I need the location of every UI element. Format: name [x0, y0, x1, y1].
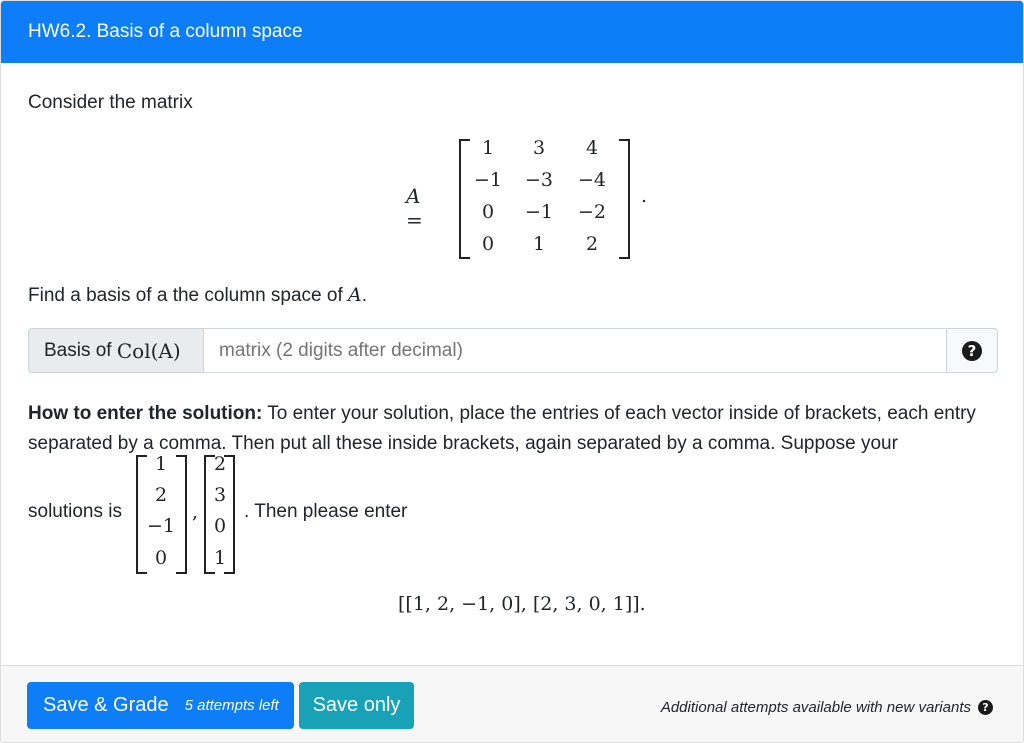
answer-label: Basis of Col(A): [28, 328, 204, 373]
right-bracket: [619, 139, 630, 259]
prompt-text: Find a basis of a the column space of A.: [28, 284, 368, 306]
example-vector-1: [136, 451, 186, 576]
matrix-cell: −1: [473, 169, 502, 191]
footer-bar: [1, 665, 1023, 743]
vector-entry: 3: [213, 484, 227, 506]
question-circle-icon: ?: [962, 341, 982, 361]
matrix-cell: −2: [577, 201, 606, 223]
matrix-cell: 1: [532, 233, 546, 255]
vec1-right-bracket: [176, 455, 187, 574]
matrix-cell: 1: [481, 137, 495, 159]
vec2-right-bracket: [224, 455, 235, 574]
attempts-left: 5 attempts left: [184, 697, 279, 714]
matrix-cell: −1: [524, 201, 553, 223]
example-suffix: . Then please enter: [244, 501, 408, 522]
vector-entry: 2: [154, 484, 168, 506]
save-only-button[interactable]: Save only: [299, 682, 414, 729]
question-title: HW6.2. Basis of a column space: [28, 21, 303, 42]
matrix-cell: 3: [532, 137, 546, 159]
example-vector-2: [204, 451, 236, 576]
matrix-cell: 2: [585, 233, 599, 255]
intro-text: Consider the matrix: [28, 92, 193, 113]
vector-entry: 0: [213, 515, 227, 537]
example-sep: ,: [192, 501, 199, 523]
card-header: [1, 1, 1023, 63]
matrix-cell: −3: [524, 169, 553, 191]
matrix-cell: −4: [577, 169, 606, 191]
help-button[interactable]: [946, 328, 998, 373]
matrix-cell: 0: [481, 233, 495, 255]
answer-input-group: [28, 328, 998, 375]
matrix-cell: 4: [585, 137, 599, 159]
example-solution: [28, 451, 528, 576]
matrix-cell: 0: [481, 201, 495, 223]
matrix-lhs: A =: [406, 184, 423, 232]
example-answer: [[1, 2, −1, 0], [2, 3, 0, 1]].: [398, 593, 646, 615]
vector-entry: −1: [146, 515, 175, 537]
answer-input[interactable]: [203, 328, 947, 373]
save-grade-button[interactable]: Save & Grade 5 attempts left: [27, 682, 294, 729]
matrix-period: .: [641, 185, 648, 207]
vector-entry: 2: [213, 453, 227, 475]
vector-entry: 0: [154, 547, 168, 569]
attempts-note: Additional attempts available with new variants ?: [661, 699, 993, 716]
example-prefix: solutions is: [28, 501, 122, 522]
instructions-text: How to enter the solution: To enter your solution, place the entries of each vector inside of brackets, each entry separated by a comma. Then put all these inside brackets, again separated by a comma. Suppose your: [28, 403, 976, 454]
vector-entry: 1: [213, 547, 227, 569]
vector-entry: 1: [154, 453, 168, 475]
question-circle-icon[interactable]: ?: [978, 700, 993, 715]
